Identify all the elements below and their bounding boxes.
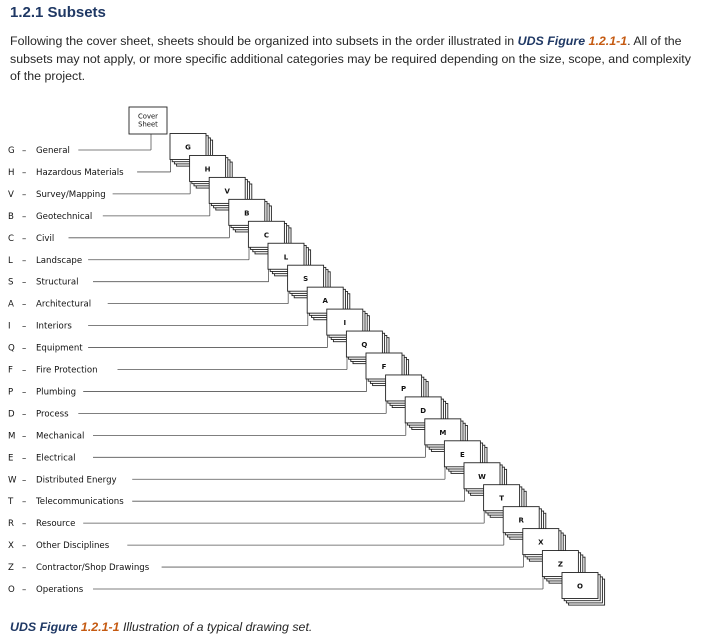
subset-name-l: Landscape bbox=[36, 255, 83, 266]
subset-name-p: Plumbing bbox=[36, 387, 77, 398]
subset-name-a: Architectural bbox=[36, 299, 92, 310]
sheet-letter-r: R bbox=[518, 516, 524, 525]
sheet-letter-f: F bbox=[381, 363, 387, 371]
sheet-letter-e: E bbox=[460, 450, 465, 459]
sheet-letter-z: Z bbox=[557, 560, 563, 569]
subset-letter-l: L bbox=[8, 255, 13, 266]
subset-letter-q: Q bbox=[8, 343, 15, 354]
subset-dash: – bbox=[22, 585, 27, 595]
caption-number: 1.2.1-1 bbox=[80, 620, 120, 634]
subset-name-x: Other Disciplines bbox=[36, 541, 110, 552]
subset-letter-m: M bbox=[8, 431, 16, 442]
subset-name-f: Fire Protection bbox=[36, 365, 98, 376]
sheet-letter-p: P bbox=[401, 384, 407, 393]
subset-name-r: Resource bbox=[36, 519, 76, 530]
subset-dash: – bbox=[22, 365, 27, 376]
subset-letter-e: E bbox=[8, 453, 14, 464]
sheet-letter-g: G bbox=[185, 143, 191, 152]
subset-name-t: Telecommunications bbox=[36, 497, 124, 508]
subset-dash: – bbox=[22, 343, 27, 354]
subset-dash: – bbox=[22, 497, 27, 508]
subset-name-q: Equipment bbox=[36, 343, 83, 354]
sheet-letter-c: C bbox=[263, 231, 269, 240]
subset-labels bbox=[7, 146, 150, 595]
subset-dash: – bbox=[22, 321, 27, 332]
subset-name-z: Contractor/Shop Drawings bbox=[36, 563, 150, 574]
sheet-stack-o bbox=[562, 573, 605, 606]
subset-letter-b: B bbox=[8, 211, 14, 222]
sheet-letter-v: V bbox=[224, 187, 230, 196]
subset-name-w: Distributed Energy bbox=[36, 475, 117, 486]
sheet-letter-d: D bbox=[420, 406, 427, 415]
sheet-letter-h: H bbox=[204, 165, 211, 174]
subset-dash: – bbox=[22, 475, 27, 486]
subset-name-g: General bbox=[36, 146, 70, 156]
subset-name-i: Interiors bbox=[36, 321, 72, 332]
subset-dash: – bbox=[22, 299, 27, 310]
sheet-stacks bbox=[129, 107, 605, 605]
sheet-letter-m: M bbox=[439, 428, 447, 437]
subset-dash: – bbox=[22, 541, 27, 552]
subset-letter-f: F bbox=[8, 365, 13, 376]
figure-caption bbox=[10, 620, 312, 634]
subset-dash: – bbox=[22, 387, 27, 398]
subset-letter-z: Z bbox=[8, 563, 14, 574]
subset-letter-x: X bbox=[8, 541, 14, 552]
sheet-letter-o: O bbox=[577, 582, 583, 591]
sheet-letter-w: W bbox=[478, 472, 486, 481]
sheet-letter-i: I bbox=[343, 319, 347, 328]
subset-name-v: Survey/Mapping bbox=[36, 189, 106, 200]
subset-name-e: Electrical bbox=[36, 453, 76, 464]
subset-dash: – bbox=[22, 167, 27, 178]
sheet-letter-l: L bbox=[283, 253, 289, 262]
subset-dash: – bbox=[22, 431, 27, 442]
subset-dash: – bbox=[22, 519, 27, 530]
caption-text: Illustration of a typical drawing set. bbox=[119, 620, 313, 634]
intro-text-before: Following the cover sheet, sheets should be organized into subsets in the order illustrated in bbox=[10, 34, 518, 48]
subset-name-o: Operations bbox=[36, 585, 84, 595]
subset-letter-g: G bbox=[8, 146, 15, 156]
cover-sheet-label-line2: Sheet bbox=[138, 120, 158, 129]
figure-reference-label[interactable]: UDS Figure bbox=[517, 34, 586, 48]
subset-dash: – bbox=[22, 277, 27, 288]
subset-letter-h: H bbox=[8, 167, 15, 178]
subset-letter-d: D bbox=[8, 409, 15, 420]
subset-letter-o: O bbox=[8, 585, 15, 595]
subset-letter-c: C bbox=[8, 233, 15, 244]
subset-dash: – bbox=[22, 409, 27, 420]
subset-dash: – bbox=[22, 189, 27, 200]
subset-letter-t: T bbox=[8, 497, 14, 508]
sheet-letter-x: X bbox=[538, 538, 544, 547]
sheet-letter-q: Q bbox=[361, 341, 368, 350]
sheet-letter-a: A bbox=[322, 297, 328, 306]
subset-letter-v: V bbox=[8, 189, 14, 200]
sheet-letter-t: T bbox=[499, 494, 504, 503]
subset-letter-i: I bbox=[8, 321, 11, 332]
subset-name-c: Civil bbox=[36, 233, 55, 244]
figure-reference-number[interactable]: 1.2.1-1 bbox=[588, 34, 628, 48]
section-heading: 1.2.1 Subsets bbox=[10, 4, 106, 21]
subset-letter-s: S bbox=[8, 277, 14, 288]
sheet-letter-b: B bbox=[244, 209, 250, 218]
intro-text-after: . All of the subsets may not apply, or more specific additional categories may be required depending on the size, scope, and complexity of the project. bbox=[10, 34, 691, 83]
subset-letter-a: A bbox=[8, 299, 14, 310]
subset-dash: – bbox=[22, 453, 27, 464]
subset-name-d: Process bbox=[36, 409, 69, 420]
subset-name-h: Hazardous Materials bbox=[36, 167, 124, 178]
subset-dash: – bbox=[22, 146, 27, 156]
subset-dash: – bbox=[22, 211, 27, 222]
caption-label: UDS Figure bbox=[10, 620, 78, 634]
subset-dash: – bbox=[22, 233, 27, 244]
subset-letter-p: P bbox=[8, 387, 14, 398]
cover-sheet-label-line1: Cover bbox=[138, 112, 158, 121]
subset-dash: – bbox=[22, 563, 27, 574]
leader-lines bbox=[69, 134, 544, 589]
subset-name-b: Geotechnical bbox=[36, 211, 93, 222]
subset-dash: – bbox=[22, 255, 27, 266]
subset-name-m: Mechanical bbox=[36, 431, 85, 442]
subset-name-s: Structural bbox=[36, 277, 79, 288]
subset-letter-r: R bbox=[8, 519, 14, 530]
subset-letter-w: W bbox=[8, 475, 17, 486]
sheet-letter-s: S bbox=[303, 275, 309, 284]
